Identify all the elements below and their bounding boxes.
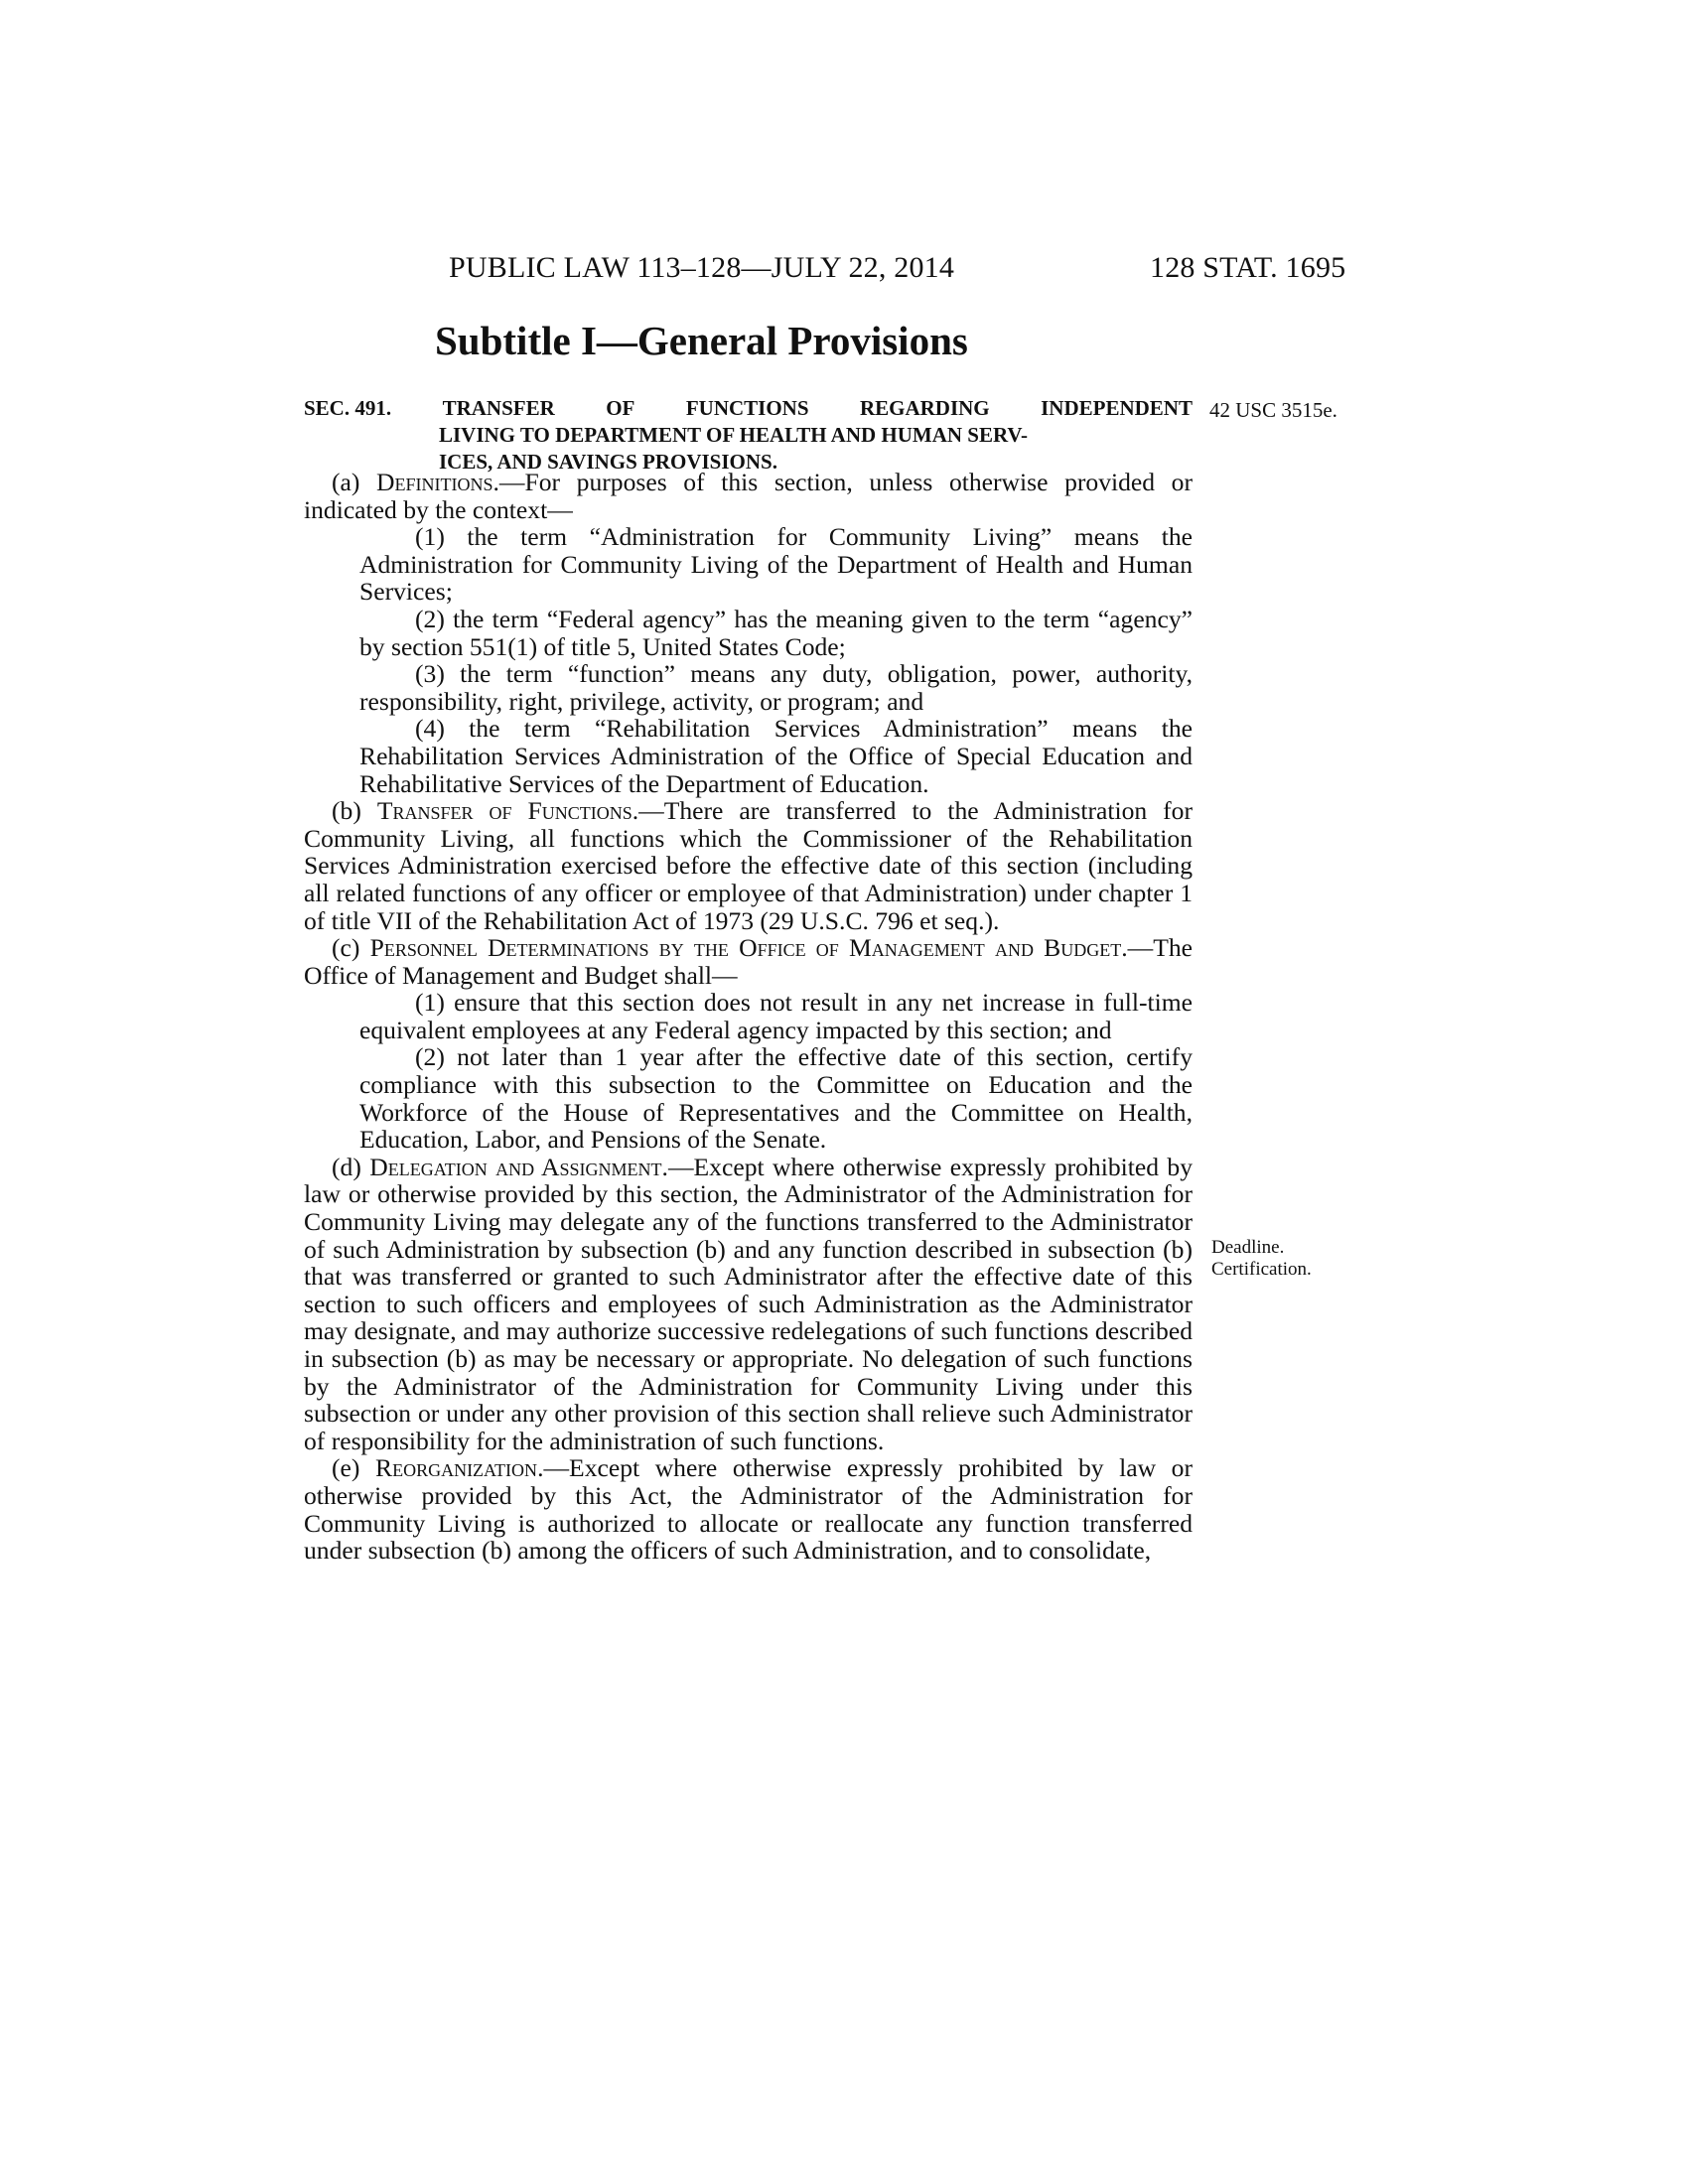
- subsection-heading: Delegation and Assignment: [369, 1152, 662, 1181]
- subsection-text: .—For purposes of this section, unless otherwise provided or indicated by the context—: [304, 468, 1193, 524]
- section-heading-word: FUNCTIONS: [685, 396, 809, 420]
- subsection-c: [304, 934, 1193, 989]
- subsection-b: [304, 797, 1193, 934]
- subsection-heading: Transfer of Functions: [376, 796, 633, 826]
- paragraph-a4: (4) the term “Rehabilitation Services Administration” means the Rehabilitation Services Administration of the Office of Special Education and Rehabilitative Services of the Department of Education.: [359, 714, 1193, 798]
- section-heading-line-3: ICES, AND SAVINGS PROVISIONS.: [439, 450, 777, 474]
- subsection-heading: Definitions: [376, 468, 493, 496]
- section-heading-word: REGARDING: [859, 396, 990, 420]
- subsection-label: (d): [332, 1152, 361, 1181]
- margin-note-usc-citation: 42 USC 3515e.: [1209, 398, 1337, 422]
- subsection-text: .—There are transferred to the Administration for Community Living, all functions which the Commissioner of the Rehabilitation Services Administration exercised before the effective date of this section (including all related functions of any officer or employee of that Administration) under chapter 1 of title VII of the Rehabilitation Act of 1973 (29 U.S.C. 796 et seq.).: [304, 796, 1193, 935]
- paragraph-a1: (1) the term “Administration for Community Living” means the Administration for Community Living of the Department of Health and Human Services;: [359, 522, 1193, 607]
- paragraph-a2: (2) the term “Federal agency” has the meaning given to the term “agency” by section 551(1) of title 5, United States Code;: [359, 604, 1193, 661]
- section-heading-word: TRANSFER: [442, 396, 555, 420]
- subsection-label: (b): [332, 796, 361, 826]
- subsection-text: .—Except where otherwise expressly prohibited by law or otherwise provided by this section, the Administrator of the Administration for Community Living may delegate any of the functions transferred to the Administrator of such Administration by subsection (b) and any function described in subsection (b) that was transferred or granted to such Administrator after the effective date of this section to such officers and employees of such Administration as the Administrator may designate, and may authorize successive redelegations of such functions described in subsection (b) as may be necessary or appropriate. No delegation of such functions by the Administrator of the Administration for Community Living under this subsection or under any other provision of this section shall relieve such Administrator of responsibility for the administration of such functions.: [304, 1152, 1193, 1455]
- paragraph-c2: (2) not later than 1 year after the effective date of this section, certify compliance with this subsection to the Committee on Education and the Workforce of the House of Representatives and the Committee on Health, Education, Labor, and Pensions of the Senate.: [359, 1042, 1193, 1155]
- subsection-label: (a): [332, 468, 360, 496]
- margin-note-certification: Certification.: [1211, 1259, 1312, 1280]
- section-heading: [304, 395, 1193, 476]
- section-body: [304, 469, 1193, 1565]
- subsection-a: [304, 469, 1193, 523]
- section-number: SEC. 491.: [304, 396, 392, 420]
- subsection-text: .—The Office of Management and Budget shall—: [304, 933, 1193, 990]
- margin-note-deadline: Deadline.: [1211, 1237, 1285, 1258]
- paragraph-a3: (3) the term “function” means any duty, obligation, power, authority, responsibility, right, privilege, activity, or program; and: [359, 659, 1193, 716]
- section-heading-line-1: [304, 395, 1193, 422]
- section-heading-line-2: LIVING TO DEPARTMENT OF HEALTH AND HUMAN SERV-: [439, 423, 1029, 447]
- subtitle-heading: Subtitle I—General Provisions: [435, 318, 968, 363]
- margin-note-deadline-certification: [1211, 1237, 1312, 1281]
- paragraph-c1: (1) ensure that this section does not result in any net increase in full-time equivalent employees at any Federal agency impacted by this section; and: [359, 988, 1193, 1044]
- subsection-text: .—Except where otherwise expressly prohibited by law or otherwise provided by this Act, the Administrator of the Administration for Community Living is authorized to allocate or reallocate any function transferred under subsection (b) among the officers of such Administration, and to consolidate,: [304, 1453, 1193, 1566]
- subsection-e: [304, 1454, 1193, 1564]
- subsection-heading: Personnel Determinations by the Office of Management and Budget: [369, 933, 1122, 963]
- subsection-d: [304, 1154, 1193, 1455]
- subsection-label: (c): [332, 933, 360, 963]
- subsection-label: (e): [332, 1453, 360, 1483]
- subsection-heading: Reorganization: [375, 1453, 538, 1483]
- running-head-page-number: 128 STAT. 1695: [1150, 251, 1346, 284]
- running-head-title: PUBLIC LAW 113–128—JULY 22, 2014: [449, 251, 955, 284]
- section-heading-word: OF: [606, 396, 635, 420]
- section-heading-word: INDEPENDENT: [1041, 396, 1193, 420]
